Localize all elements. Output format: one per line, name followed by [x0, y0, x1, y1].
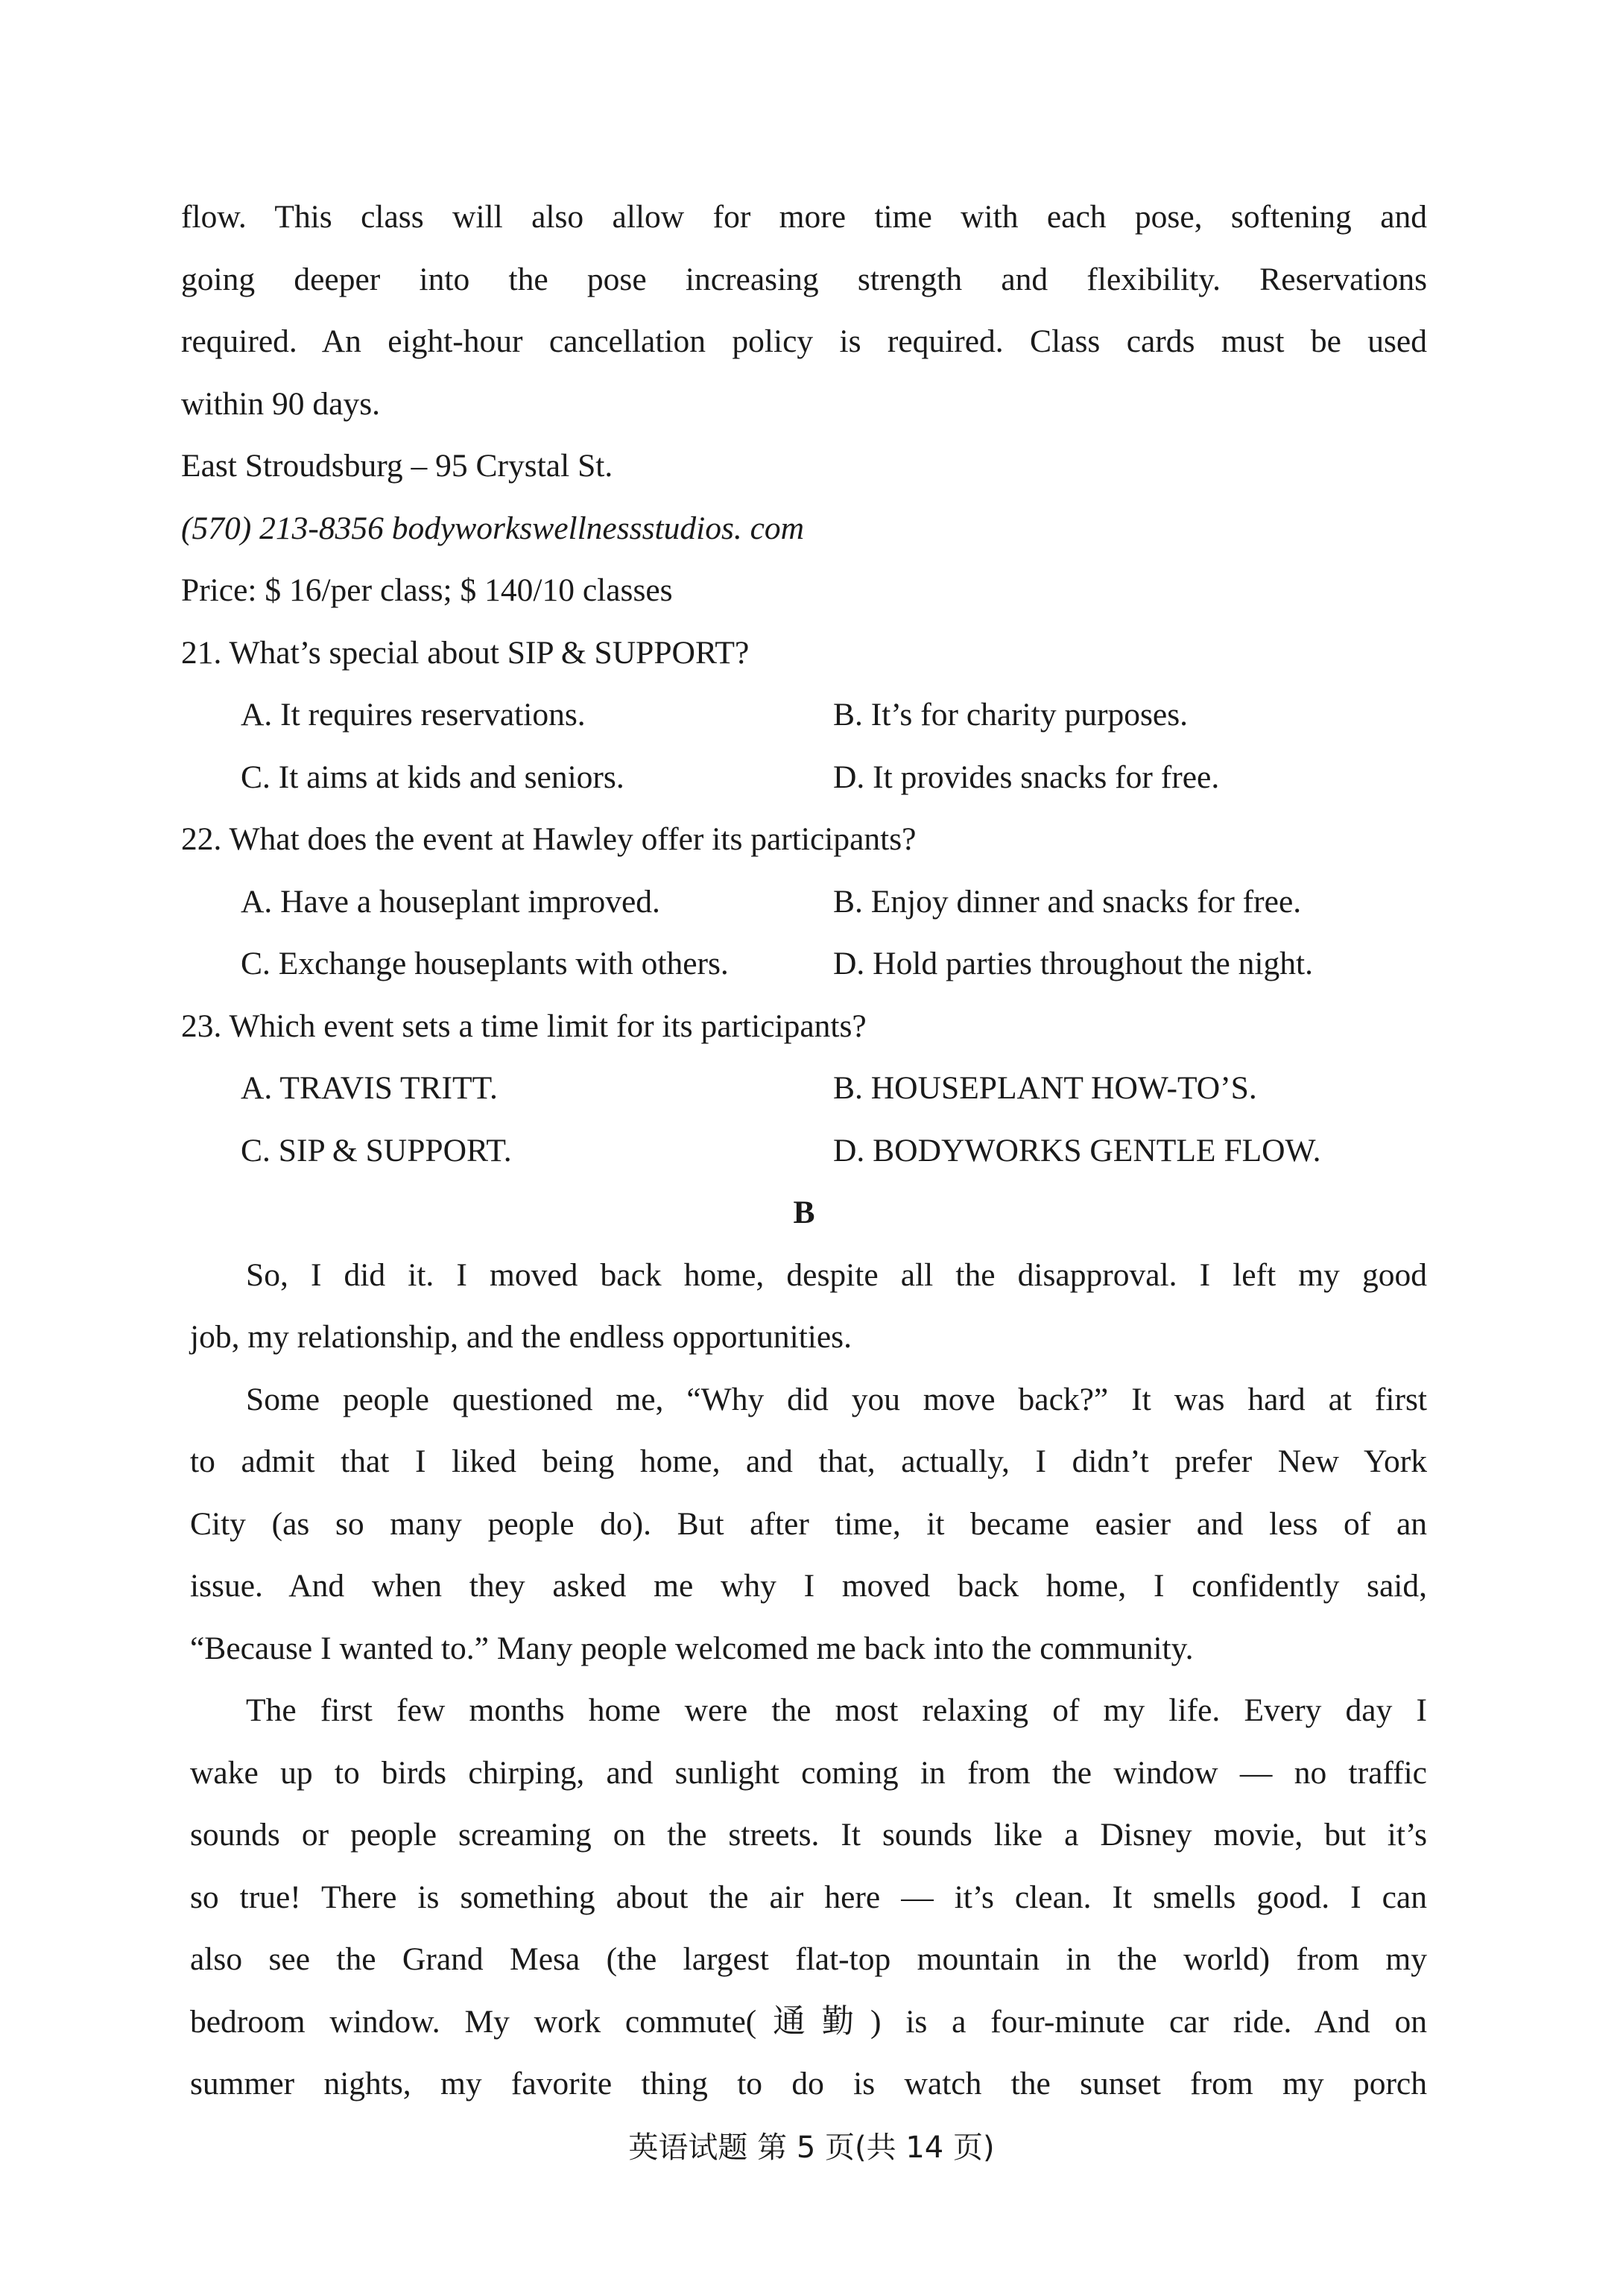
- passage-paragraph-2: [181, 1369, 1427, 1680]
- question-stem: 23. Which event sets a time limit for its participants?: [181, 1008, 867, 1044]
- option-a: A. It requires reservations.: [241, 697, 586, 733]
- option-row: [181, 1120, 1427, 1183]
- intro-block: [181, 186, 1427, 622]
- option-row: [181, 747, 1427, 809]
- option-c: C. Exchange houseplants with others.: [241, 946, 729, 981]
- option-b: B. HOUSEPLANT HOW-TO’S.: [833, 1070, 1257, 1106]
- passage-line: So, I did it. I moved back home, despite all the disapproval. I left my good: [246, 1256, 1427, 1293]
- option-a: A. Have a houseplant improved.: [241, 883, 660, 920]
- option-d: D. It provides snacks for free.: [833, 759, 1220, 795]
- passage-line: The first few months home were the most relaxing of my life. Every day I: [246, 1692, 1427, 1728]
- intro-line: required. An eight-hour cancellation policy is required. Class cards must be used: [181, 323, 1427, 359]
- intro-line: flow. This class will also allow for more time with each pose, softening and: [181, 199, 1427, 235]
- option-b: B. It’s for charity purposes.: [833, 697, 1188, 733]
- option-a: A. TRAVIS TRITT.: [241, 1070, 498, 1106]
- intro-line: within 90 days.: [181, 385, 381, 422]
- question-22: [181, 809, 1427, 996]
- option-d: D. Hold parties throughout the night.: [833, 946, 1313, 981]
- option-row: [181, 684, 1427, 747]
- page-footer: 英语试题 第 5 页(共 14 页): [628, 2131, 995, 2165]
- passage-line: issue. And when they asked me why I moved back home, I confidently said,: [190, 1568, 1427, 1604]
- option-c: C. SIP & SUPPORT.: [241, 1132, 512, 1168]
- passage-line: so true! There is something about the air here — it’s clean. It smells good. I can: [190, 1879, 1427, 1915]
- question-stem: 22. What does the event at Hawley offer its participants?: [181, 821, 917, 857]
- passage-line: “Because I wanted to.” Many people welcomed me back into the community.: [190, 1630, 1194, 1666]
- option-row: [181, 1057, 1427, 1120]
- event-address: East Stroudsburg – 95 Crystal St.: [181, 448, 613, 484]
- event-contact: (570) 213-8356 bodyworkswellnessstudios. com: [181, 510, 805, 546]
- passage-line: wake up to birds chirping, and sunlight coming in from the window — no traffic: [190, 1754, 1427, 1791]
- passage-line: City (as so many people do). But after time, it became easier and less of an: [190, 1505, 1427, 1542]
- page-content: [181, 186, 1427, 2116]
- passage-paragraph-3: [181, 1680, 1427, 2116]
- option-d: D. BODYWORKS GENTLE FLOW.: [833, 1132, 1321, 1168]
- question-21: [181, 622, 1427, 809]
- option-row: [181, 933, 1427, 996]
- passage-line: job, my relationship, and the endless opportunities.: [190, 1319, 852, 1355]
- intro-line: going deeper into the pose increasing strength and flexibility. Reservations: [181, 261, 1427, 297]
- option-row: [181, 871, 1427, 934]
- option-b: B. Enjoy dinner and snacks for free.: [833, 883, 1302, 920]
- passage-line: Some people questioned me, “Why did you move back?” It was hard at first: [246, 1381, 1427, 1417]
- question-stem: 21. What’s special about SIP & SUPPORT?: [181, 634, 750, 671]
- option-c: C. It aims at kids and seniors.: [241, 759, 624, 795]
- section-heading: B: [793, 1195, 815, 1230]
- question-23: [181, 996, 1427, 1183]
- passage-paragraph-1: [181, 1245, 1427, 1369]
- passage-line: bedroom window. My work commute(通勤) is a four-minute car ride. And on: [190, 2003, 1427, 2040]
- passage-line: summer nights, my favorite thing to do is watch the sunset from my porch: [190, 2066, 1427, 2101]
- passage-line: also see the Grand Mesa (the largest flat-top mountain in the world) from my: [190, 1941, 1427, 1977]
- passage-line: sounds or people screaming on the streets. It sounds like a Disney movie, but it’s: [190, 1817, 1427, 1853]
- passage-line: to admit that I liked being home, and that, actually, I didn’t prefer New York: [190, 1443, 1427, 1479]
- event-price: Price: $ 16/per class; $ 140/10 classes: [181, 572, 673, 608]
